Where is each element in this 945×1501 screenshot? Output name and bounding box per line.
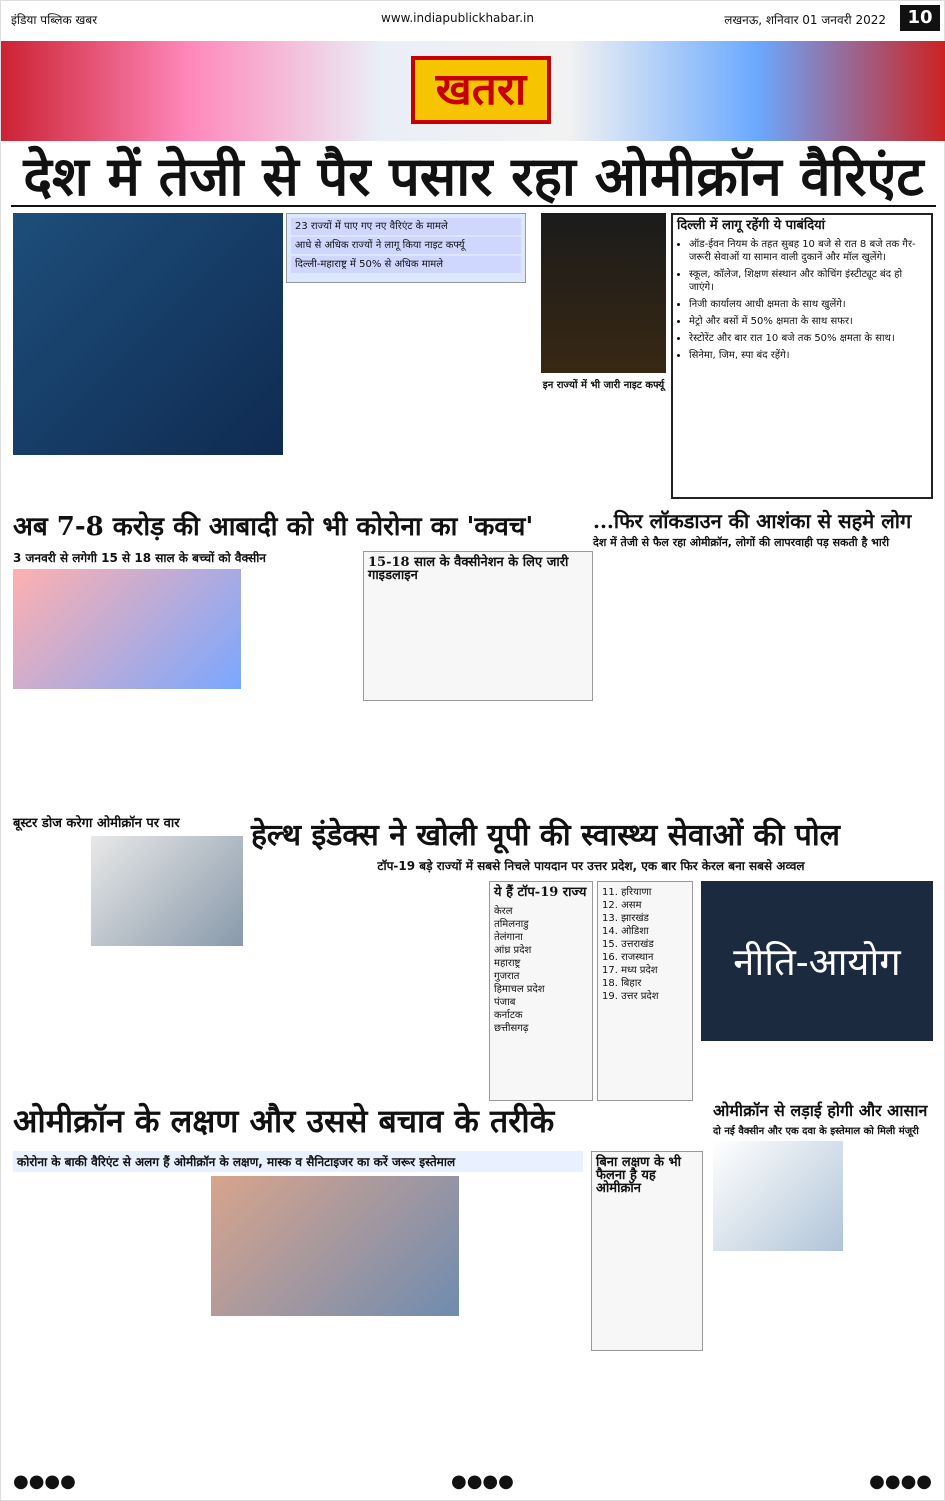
state: 13. झारखंड <box>602 913 649 924</box>
story5-sub: टॉप-19 बड़े राज्यों में सबसे निचले पायदान पर उत्तर प्रदेश, एक बार फिर केरल बना सबसे अव्वल <box>377 859 805 873</box>
story6-headline: ओमीक्रॉन के लक्षण और उससे बचाव के तरीके <box>13 1102 555 1140</box>
top-bullets <box>286 213 526 283</box>
footer-dots-center: ●●●● <box>451 1471 514 1492</box>
sign-text: नीति-आयोग <box>733 940 901 984</box>
story3-sub: देश में तेजी से फैल रहा ओमीक्रॉन, लोगों की लापरवाही पड़ सकती है भारी <box>593 536 890 549</box>
sidebar-title: बिना लक्षण के भी फैलना है यह ओमीक्रॉन <box>596 1155 681 1196</box>
state: 18. बिहार <box>602 978 642 989</box>
state: 16. राजस्थान <box>602 952 654 963</box>
state: महाराष्ट्र <box>494 958 521 969</box>
vaccine-vial-photo <box>713 1141 843 1251</box>
dateline-top: लखनऊ, शनिवार 01 जनवरी 2022 <box>724 13 886 27</box>
page-number: 10 <box>900 5 940 31</box>
story3-headline: ...फिर लॉकडाउन की आशंका से सहमे लोग <box>593 509 912 533</box>
banner-image <box>1 41 945 141</box>
top19-box-right <box>597 881 693 1101</box>
top19-left <box>494 905 588 1035</box>
state: आंध्र प्रदेश <box>494 945 532 956</box>
state: 15. उत्तराखंड <box>602 939 654 950</box>
state: 12. असम <box>602 900 642 911</box>
swab-test-photo <box>211 1176 459 1316</box>
state: छत्तीसगढ़ <box>494 1023 529 1034</box>
top19-box <box>489 881 593 1101</box>
restriction-item: • ऑड-ईवन नियम के तहत सुबह 10 बजे से रात 8 बजे तक गैर-जरूरी सेवाओं या सामान वाली दुकानें और मॉल खुलेंगे। <box>689 238 927 264</box>
story7-sub: दो नई वैक्सीन और एक दवा के इस्तेमाल को मिली मंजूरी <box>713 1126 919 1137</box>
footer-dots-left: ●●●● <box>13 1471 76 1492</box>
restriction-item: • निजी कार्यालय आधी क्षमता के साथ खुलेंगे। <box>689 298 927 311</box>
footer-dots-right: ●●●● <box>869 1471 932 1492</box>
state: 17. मध्य प्रदेश <box>602 965 658 976</box>
paper-name: इंडिया पब्लिक खबर <box>11 13 98 27</box>
state: कर्नाटक <box>494 1010 523 1021</box>
restriction-item: • रेस्टोरेंट और बार रात 10 बजे तक 50% क्षमता के साथ। <box>689 332 927 345</box>
state: 19. उत्तर प्रदेश <box>602 991 659 1002</box>
story4-title: बूस्टर डोज करेगा ओमीक्रॉन पर वार <box>13 816 180 831</box>
state: तमिलनाडु <box>494 919 529 930</box>
state: गुजरात <box>494 971 520 982</box>
state: तेलंगाना <box>494 932 523 943</box>
bullet-3: दिल्ली-महाराष्ट्र में 50% से अधिक मामले <box>291 256 521 273</box>
restriction-item: • मेट्रो और बसों में 50% क्षमता के साथ सफर। <box>689 315 927 328</box>
story5-headline: हेल्थ इंडेक्स ने खोली यूपी की स्वास्थ्य सेवाओं की पोल <box>251 818 840 853</box>
banner-tag: खतरा <box>411 56 551 124</box>
story6-sub: कोरोना के बाकी वैरिएंट से अलग हैं ओमीक्रॉन के लक्षण, मास्क व सैनिटाइजर का करें जरूर इस्तेमाल <box>13 1151 583 1172</box>
state: 14. ओडिशा <box>602 926 649 937</box>
sidebar-box <box>591 1151 703 1351</box>
top19-right <box>602 886 688 1003</box>
main-headline: देश में तेजी से पैर पसार रहा ओमीक्रॉन वैरिएंट <box>11 145 936 207</box>
top19-title: ये हैं टॉप-19 राज्य <box>494 885 587 900</box>
state: केरल <box>494 906 513 917</box>
state: हिमाचल प्रदेश <box>494 984 545 995</box>
photo-caption: इन राज्यों में भी जारी नाइट कर्फ्यू <box>542 380 665 391</box>
night-curfew-photo <box>541 213 666 373</box>
restrictions-list <box>677 238 927 362</box>
bullet-1: 23 राज्यों में पाए गए नए वैरिएंट के मामले <box>291 218 521 235</box>
booster-photo <box>91 836 243 946</box>
story2-headline: अब 7-8 करोड़ की आबादी को भी कोरोना का 'कवच' <box>13 512 534 542</box>
restriction-item: • सिनेमा, जिम, स्पा बंद रहेंगे। <box>689 349 927 362</box>
story7-headline: ओमीक्रॉन से लड़ाई होगी और आसान <box>713 1101 928 1120</box>
guideline-box <box>363 551 593 701</box>
vaccination-photo <box>13 569 241 689</box>
covid-vial-image <box>13 213 283 455</box>
guideline-title: 15-18 साल के वैक्सीनेशन के लिए जारी गाइडलाइन <box>368 555 569 583</box>
story2-sub: 3 जनवरी से लगेगी 15 से 18 साल के बच्चों को वैक्सीन <box>13 551 266 565</box>
state: पंजाब <box>494 997 516 1008</box>
restriction-item: • स्कूल, कॉलेज, शिक्षण संस्थान और कोचिंग इंस्टीट्यूट बंद हो जाएंगे। <box>689 268 927 294</box>
bullet-2: आधे से अधिक राज्यों ने लागू किया नाइट कर्फ्यू <box>291 237 521 254</box>
restrictions-title: दिल्ली में लागू रहेंगी ये पाबंदियां <box>677 218 826 233</box>
niti-aayog-sign <box>701 881 933 1041</box>
restrictions-box <box>671 213 933 499</box>
website[interactable]: www.indiapublickhabar.in <box>381 11 534 25</box>
state: 11. हरियाणा <box>602 887 652 898</box>
